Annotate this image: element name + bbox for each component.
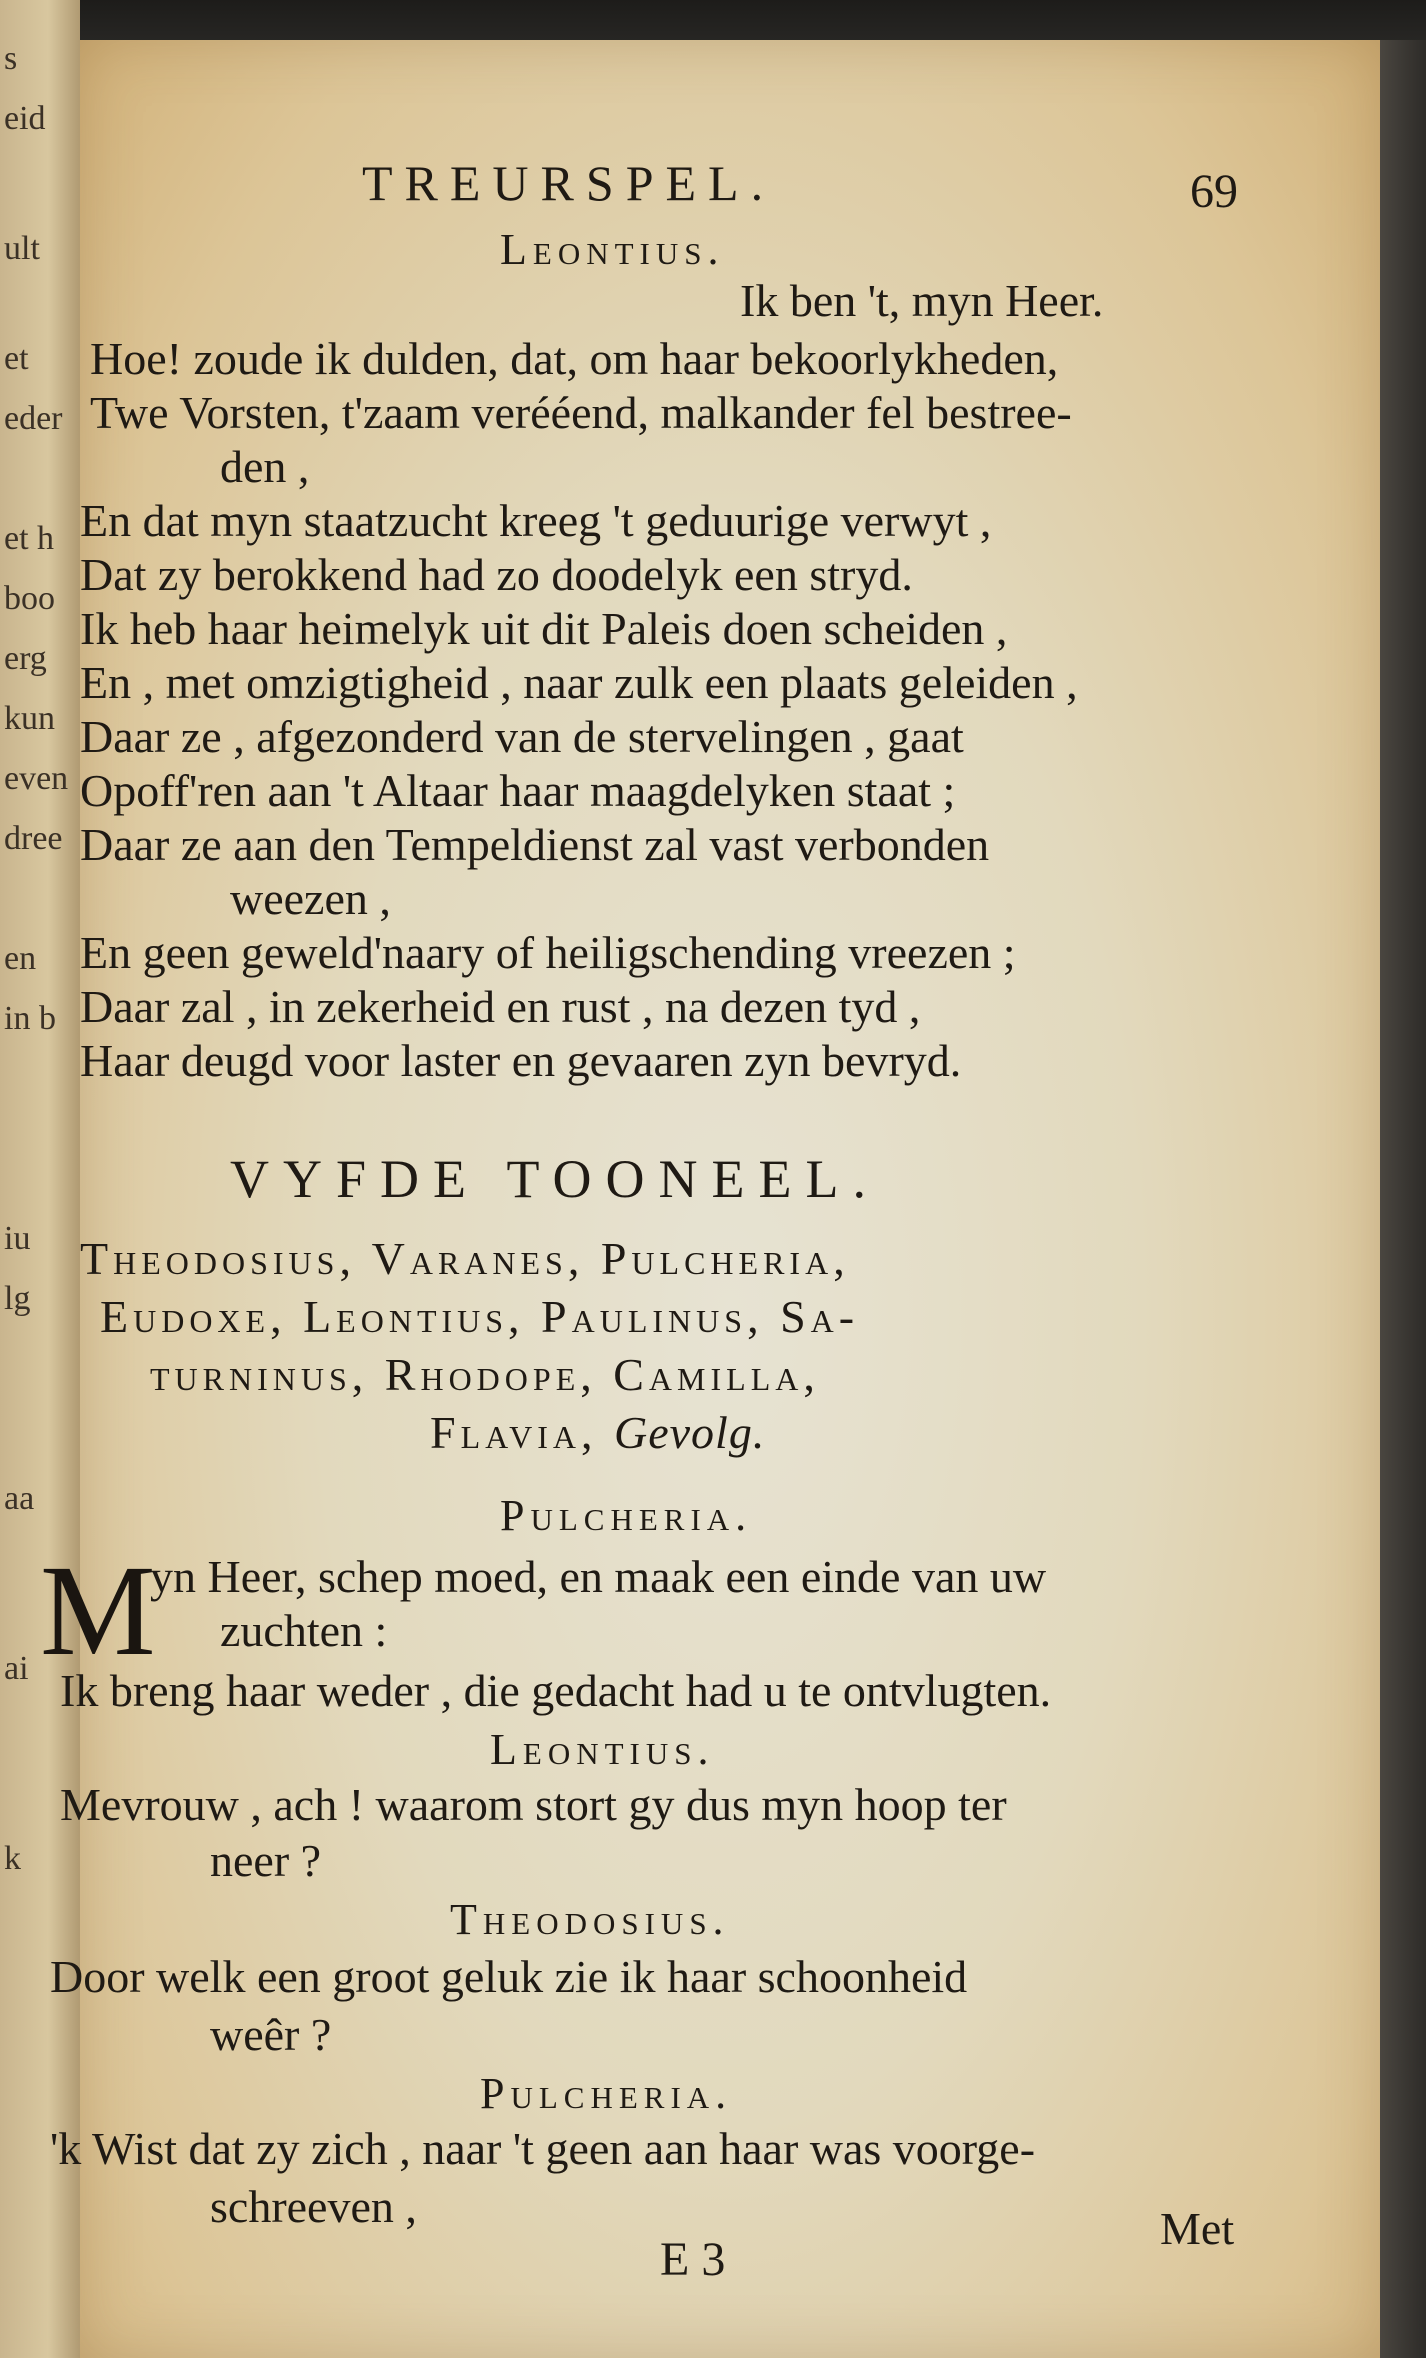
verse-line: Twe Vorsten, t'zaam verééend, malkander fel bestree- xyxy=(90,387,1072,438)
drop-cap: M xyxy=(40,1539,156,1683)
verse-line: Opoff'ren aan 't Altaar haar maagdelyken staat ; xyxy=(80,765,956,816)
speaker-name: Leontius. xyxy=(490,1725,715,1774)
speaker-name: Pulcheria. xyxy=(500,1491,753,1540)
margin-fragment: et xyxy=(4,340,29,377)
verse-line: Haar deugd voor laster en gevaaren zyn bevryd. xyxy=(80,1035,962,1086)
margin-fragment: dree xyxy=(4,820,63,857)
margin-fragment: s xyxy=(4,40,18,77)
verse-line: Daar ze aan den Tempeldienst zal vast verbonden xyxy=(80,819,990,870)
margin-fragment: eder xyxy=(4,400,63,437)
margin-fragment: k xyxy=(4,1840,21,1877)
verse-line: weezen , xyxy=(230,873,391,924)
verse-line: Daar ze , afgezonderd van de stervelingen , gaat xyxy=(80,711,964,762)
verse-line: neer ? xyxy=(210,1835,322,1886)
margin-fragment: even xyxy=(4,760,69,797)
verse-line: weêr ? xyxy=(210,2009,332,2060)
speaker-name: Leontius. xyxy=(500,225,725,274)
verse-line: yn Heer, schep moed, en maak een einde van uw xyxy=(150,1551,1047,1602)
verse-line: Daar zal , in zekerheid en rust , na dezen tyd , xyxy=(80,981,921,1032)
verse-line: schreeven , xyxy=(210,2181,417,2232)
verse-line: zuchten : xyxy=(220,1605,388,1656)
verse-line: Hoe! zoude ik dulden, dat, om haar bekoorlykheden, xyxy=(90,333,1059,384)
margin-fragment: lg xyxy=(4,1280,31,1317)
verse-line: En geen geweld'naary of heiligschending vreezen ; xyxy=(80,927,1016,978)
margin-fragment: ai xyxy=(4,1650,29,1687)
margin-fragment: en xyxy=(4,940,37,977)
margin-fragment: kun xyxy=(4,700,55,737)
running-title: TREURSPEL. xyxy=(362,155,776,211)
verse-line: En , met omzigtigheid , naar zulk een plaats geleiden , xyxy=(80,657,1078,708)
previous-page-sliver xyxy=(0,0,80,2358)
verse-line: Dat zy berokkend had zo doodelyk een stryd. xyxy=(80,549,913,600)
verse-line: Ik heb haar heimelyk uit dit Paleis doen scheiden , xyxy=(80,603,1008,654)
margin-fragment: in b xyxy=(4,1000,56,1037)
page-number: 69 xyxy=(1190,165,1238,218)
margin-fragment: iu xyxy=(4,1220,31,1257)
verse-line: Ik ben 't, myn Heer. xyxy=(740,275,1104,326)
verse-line: Mevrouw , ach ! waarom stort gy dus myn hoop ter xyxy=(60,1779,1007,1830)
cast-line: turninus, Rhodope, Camilla, xyxy=(150,1349,820,1400)
margin-fragment: boo xyxy=(4,580,55,617)
verse-line: En dat myn staatzucht kreeg 't geduurige verwyt , xyxy=(80,495,992,546)
catchword: Met xyxy=(1160,2203,1235,2254)
speaker-name: Theodosius. xyxy=(450,1895,730,1944)
margin-fragment: et h xyxy=(4,520,55,557)
speaker-name: Pulcheria. xyxy=(480,2069,733,2118)
cast-line: Theodosius, Varanes, Pulcheria, xyxy=(80,1233,850,1284)
margin-fragment: erg xyxy=(4,640,47,677)
cast-retinue: Gevolg. xyxy=(614,1407,766,1458)
margin-fragment: aa xyxy=(4,1480,35,1517)
verse-line: den , xyxy=(220,441,310,492)
verse-line: Door welk een groot geluk zie ik haar schoonheid xyxy=(50,1951,968,2002)
verse-line: Ik breng haar weder , die gedacht had u te ontvlugten. xyxy=(60,1665,1052,1716)
cast-line: Eudoxe, Leontius, Paulinus, Sa- xyxy=(100,1291,860,1342)
margin-fragment: eid xyxy=(4,100,46,137)
verse-line: 'k Wist dat zy zich , naar 't geen aan haar was voorge- xyxy=(50,2123,1036,2174)
cast-name: Flavia, xyxy=(430,1407,598,1458)
scene-title: VYFDE TOONEEL. xyxy=(230,1149,880,1209)
margin-fragment: ult xyxy=(4,230,40,267)
page-text xyxy=(40,40,1380,2358)
page-edge xyxy=(1380,40,1426,2358)
book-page xyxy=(40,40,1380,2358)
signature-mark: E 3 xyxy=(660,2233,726,2286)
cast-line-last xyxy=(430,1407,766,1458)
